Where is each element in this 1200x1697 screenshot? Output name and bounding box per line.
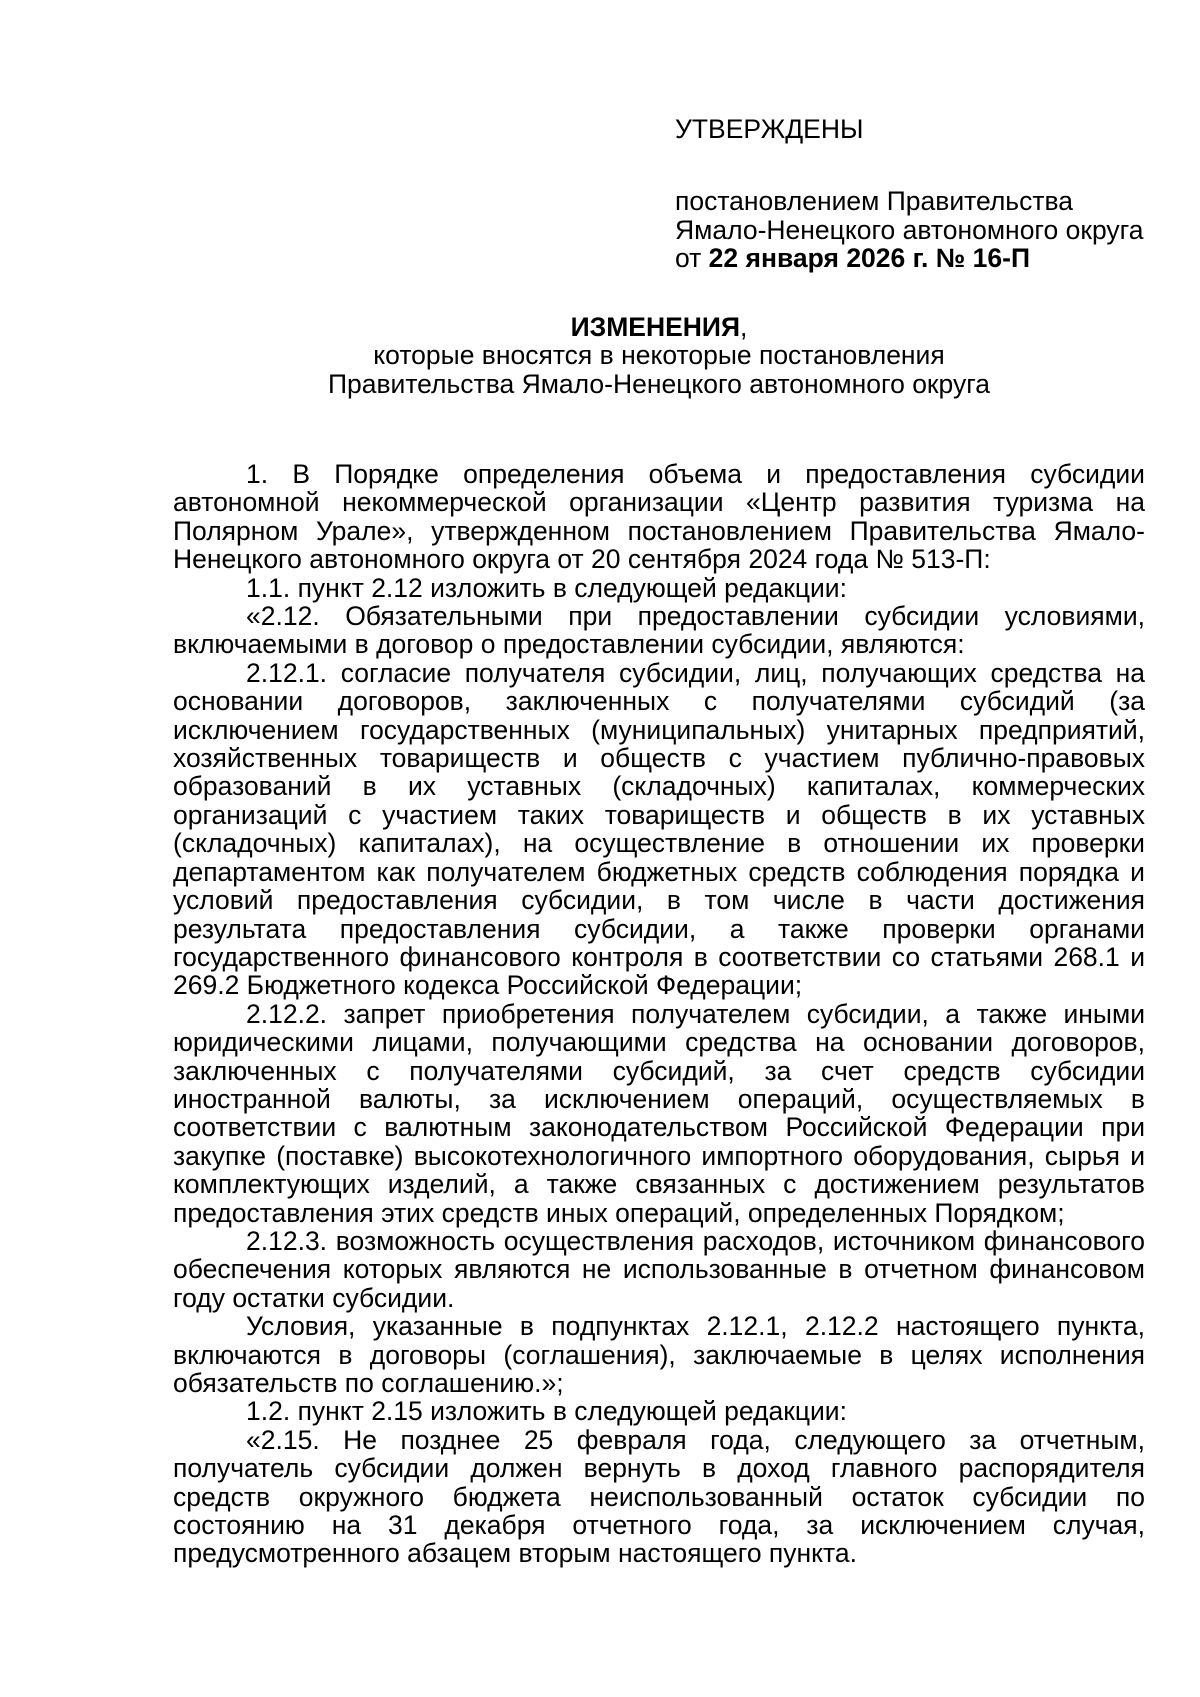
paragraph-2-12: «2.12. Обязательными при предоставлении субсидии условиями, включаемыми в договор о предоставлении субсидии, являются: bbox=[173, 601, 1145, 660]
document-body bbox=[173, 460, 1145, 1568]
approval-line-government: Ямало-Ненецкого автономного округа bbox=[675, 214, 1144, 245]
approval-date: 22 января 2026 г. № 16-П bbox=[708, 243, 1030, 274]
paragraph-1: 1. В Порядке определения объема и предоставления субсидии автономной некоммерческой организации «Центр развития туризма на Полярном Урале», утвержденном постановлением Правительства Ямало-Ненецкого автономного округа от 20 сентября 2024 года № 513-П: bbox=[173, 459, 1145, 575]
paragraph-2-12-1: 2.12.1. согласие получателя субсидии, лиц, получающих средства на основании договоров, заключенных с получателями субсидий (за исключением государственных (муниципальных) унитарных предприятий, хозяйственных товариществ и обществ с участием публично-правовых образований в их уставных (складочных) капиталах, коммерческих организаций с участием таких товариществ и обществ в их уставных (складочных) капиталах), на осуществление в отношении их проверки департаментом как получателем бюджетных средств соблюдения порядка и условий предоставления субсидии, в том числе в части достижения результата предоставления субсидии, а также проверки органами государственного финансового контроля в соответствии со статьями 268.1 и 269.2 Бюджетного кодекса Российской Федерации; bbox=[173, 657, 1145, 1001]
approval-title: УТВЕРЖДЕНЫ bbox=[675, 114, 864, 144]
approval-date-line bbox=[675, 244, 1175, 272]
paragraph-1-1: 1.1. пункт 2.12 изложить в следующей редакции: bbox=[246, 572, 847, 603]
document-heading bbox=[173, 313, 1145, 398]
paragraph-2-15: «2.15. Не позднее 25 февраля года, следующего за отчетным, получатель субсидии должен вернуть в доход главного распорядителя средств окружного бюджета неиспользованный остаток субсидии по состоянию на 31 декабря отчетного года, за исключением случая, предусмотренного абзацем вторым настоящего пункта. bbox=[173, 1424, 1145, 1569]
approval-block bbox=[675, 115, 1175, 273]
approval-line-resolution: постановлением Правительства bbox=[675, 186, 1073, 217]
heading-title-line bbox=[173, 313, 1145, 341]
heading-title-punct: , bbox=[740, 312, 748, 342]
heading-title: ИЗМЕНЕНИЯ bbox=[570, 312, 741, 342]
paragraph-1-2: 1.2. пункт 2.15 изложить в следующей редакции: bbox=[246, 1396, 847, 1427]
heading-subtitle-line1: которые вносятся в некоторые постановления bbox=[373, 340, 945, 371]
paragraph-2-12-3: 2.12.3. возможность осуществления расходов, источником финансового обеспечения которых являются не использованные в отчетном финансовом году остатки субсидии. bbox=[173, 1225, 1145, 1313]
heading-subtitle-line2: Правительства Ямало-Ненецкого автономного округа bbox=[327, 368, 991, 399]
approval-date-prefix: от bbox=[675, 243, 702, 274]
paragraph-conditions: Условия, указанные в подпунктах 2.12.1, 2.12.2 настоящего пункта, включаются в договоры (соглашения), заключаемые в целях исполнения обязательств по соглашению.»; bbox=[173, 1311, 1145, 1398]
paragraph-2-12-2: 2.12.2. запрет приобретения получателем субсидии, а также иными юридическими лицами, получающими средства на основании договоров, заключенных с получателями субсидий, за счет средств субсидии иностранной валюты, за исключением операций, осуществляемых в соответствии с валютным законодательством Российской Федерации при закупке (поставке) высокотехнологичного импортного оборудования, сырья и комплектующих изделий, а также связанных с достижением результатов предоставления этих средств иных операций, определенных Порядком; bbox=[173, 998, 1145, 1228]
